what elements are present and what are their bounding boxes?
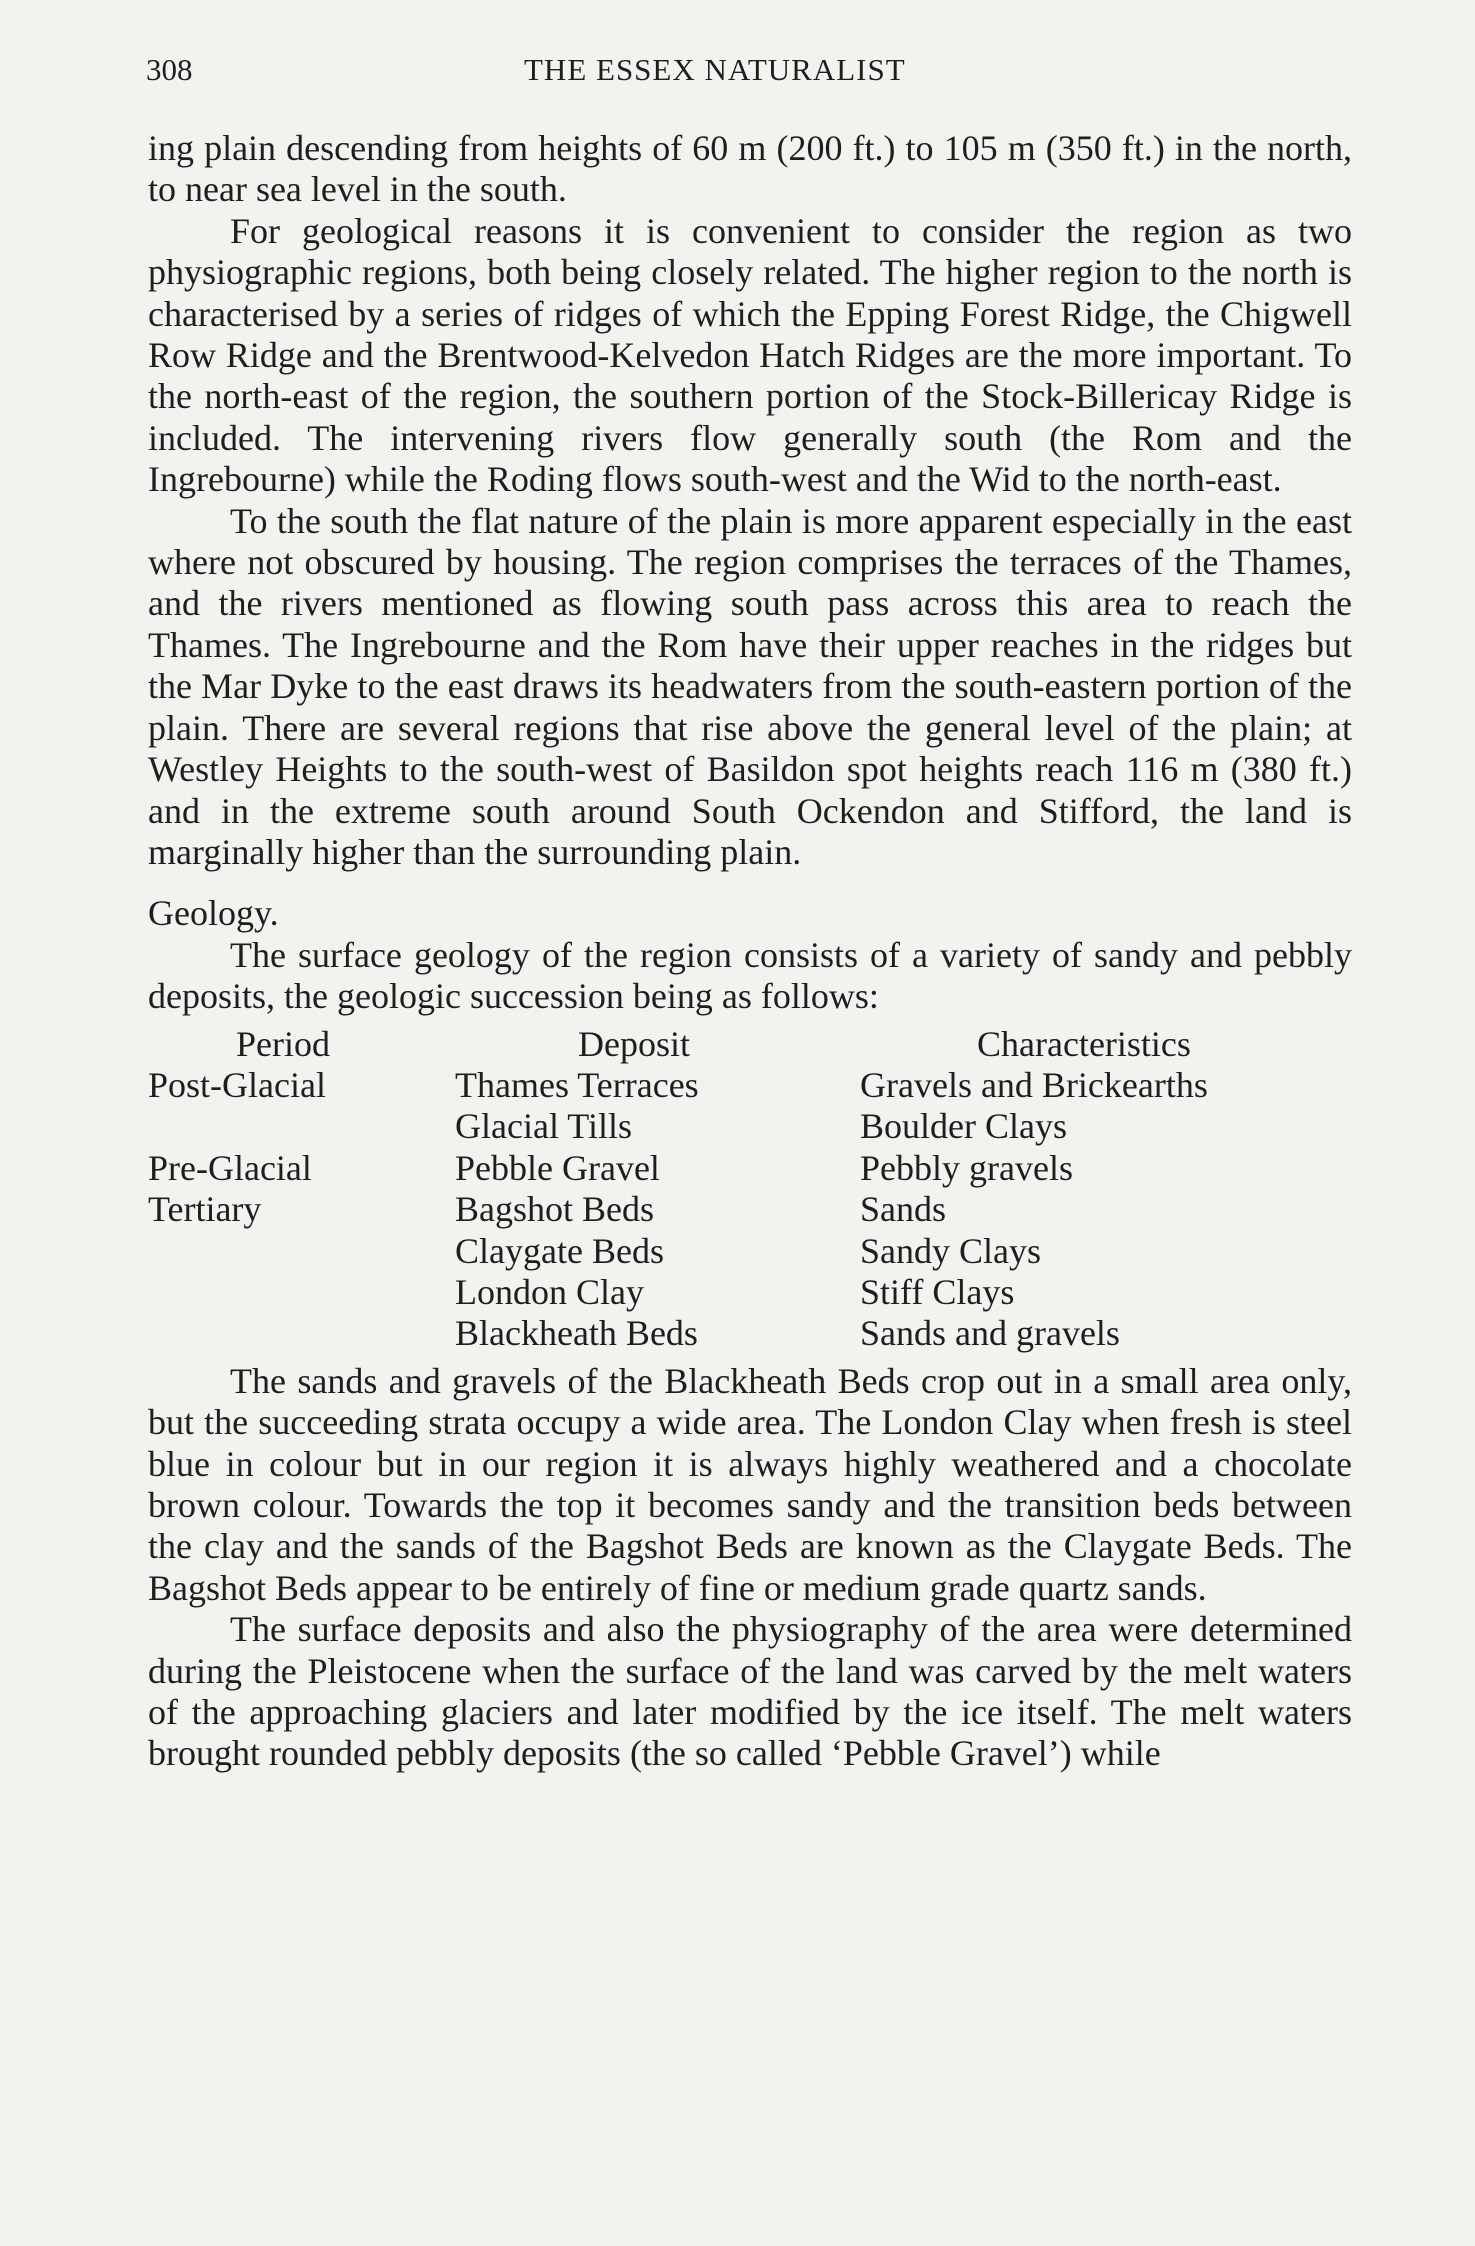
table-cell: Glacial Tills	[455, 1106, 633, 1147]
section-heading: Geology.	[148, 893, 279, 934]
table-row	[148, 1189, 1352, 1230]
table-cell	[148, 1313, 455, 1354]
column-header: Deposit	[578, 1023, 690, 1064]
column-header: Characteristics	[977, 1023, 1191, 1064]
table-cell	[148, 1272, 455, 1313]
table-row	[148, 1313, 1352, 1354]
paragraph: The surface geology of the region consists of a variety of sandy and pebbly deposits, the geologic succession being as follows:	[148, 934, 1352, 1017]
table-cell: Post-Glacial	[148, 1064, 326, 1105]
paragraph: To the south the flat nature of the plain is more apparent especially in the east where not obscured by housing. The region comprises the terraces of the Thames, and the rivers mentioned as flowing south pass across this area to reach the Thames. The Ingrebourne and the Rom have their upper reaches in the ridges but the Mar Dyke to the east draws its headwaters from the south-eastern portion of the plain. There are several regions that rise above the general level of the plain; at Westley Heights to the south-west of Basildon spot heights reach 116 m (380 ft.) and in the extreme south around South Ockendon and Stifford, the land is marginally higher than the surrounding plain.	[148, 500, 1352, 872]
paragraph: ing plain descending from heights of 60 m (200 ft.) to 105 m (350 ft.) in the north, to near sea level in the south.	[148, 128, 1352, 210]
table-header-row	[148, 1024, 1352, 1065]
table-cell: Blackheath Beds	[455, 1313, 698, 1354]
running-title: THE ESSEX NATURALIST	[524, 52, 906, 87]
table-cell: Pebbly gravels	[860, 1147, 1073, 1188]
table-cell: Sands and gravels	[860, 1313, 1120, 1354]
table-row	[148, 1231, 1352, 1272]
table-row	[148, 1065, 1352, 1106]
table-cell: Stiff Clays	[860, 1271, 1015, 1312]
geologic-succession-table	[148, 1024, 1352, 1355]
page-number: 308	[146, 52, 193, 87]
table-cell: Tertiary	[148, 1189, 262, 1230]
body-text	[148, 128, 1352, 1775]
table-cell: Sands	[860, 1189, 947, 1230]
table-row	[148, 1106, 1352, 1147]
table-cell: Bagshot Beds	[455, 1189, 655, 1230]
page-header	[146, 52, 1346, 92]
table-cell	[148, 1106, 455, 1147]
paragraph: The surface deposits and also the physiography of the area were determined during the Pleistocene when the surface of the land was carved by the melt waters of the approaching glaciers and later modified by the ice itself. The melt waters brought rounded pebbly deposits (the so called ‘Pebble Gravel’) while	[148, 1609, 1352, 1774]
table-cell: Boulder Clays	[860, 1106, 1067, 1147]
column-header: Period	[236, 1023, 330, 1064]
table-cell: Sandy Clays	[860, 1230, 1042, 1271]
paragraph: For geological reasons it is convenient to consider the region as two physiographic regions, both being closely related. The higher region to the north is characterised by a series of ridges of which the Epping Forest Ridge, the Chigwell Row Ridge and the Brentwood-Kelvedon Hatch Ridges are the more important. To the north-east of the region, the southern portion of the Stock-Billericay Ridge is included. The intervening rivers flow generally south (the Rom and the Ingrebourne) while the Roding flows south-west and the Wid to the north-east.	[148, 210, 1352, 500]
table-cell: Gravels and Brickearths	[860, 1064, 1208, 1105]
table-cell: Claygate Beds	[455, 1230, 664, 1271]
table-cell	[148, 1231, 455, 1272]
table-cell: Thames Terraces	[455, 1064, 699, 1105]
table-cell: London Clay	[455, 1271, 644, 1312]
table-row	[148, 1148, 1352, 1189]
paragraph: The sands and gravels of the Blackheath Beds crop out in a small area only, but the succeeding strata occupy a wide area. The London Clay when fresh is steel blue in colour but in our region it is always highly weathered and a chocolate brown colour. Towards the top it becomes sandy and the transition beds between the clay and the sands of the Bagshot Beds are known as the Claygate Beds. The Bagshot Beds appear to be entirely of fine or medium grade quartz sands.	[148, 1360, 1352, 1608]
table-row	[148, 1272, 1352, 1313]
table-cell: Pebble Gravel	[455, 1147, 660, 1188]
table-cell: Pre-Glacial	[148, 1147, 312, 1188]
